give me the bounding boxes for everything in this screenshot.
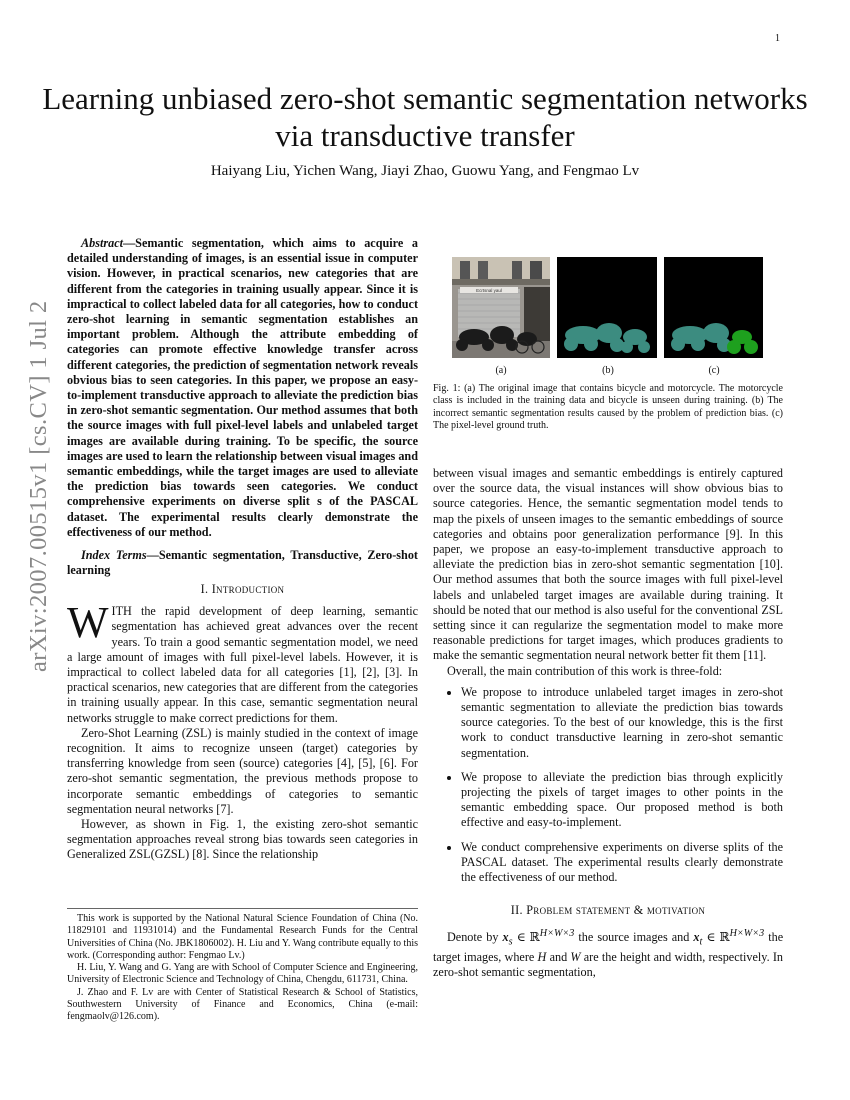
intro-paragraph-2: Zero-Shot Learning (ZSL) is mainly studied in the context of image recognition. It aims to recognize unseen (target) categories by transferring knowledge from seen (source) categories [4], [5], [6]. For zero-shot semantic segmentation, the previous methods propose to incorporate semantic embeddings of categories to semantic segmentation neural networks [7]. — [67, 725, 418, 816]
figure-caption: Fig. 1: (a) The original image that contains bicycle and motorcycle. The motorcycle class is included in the training data and bicycle is unseen during training. (b) The incorrect semantic segmentation results caused by the problem of prediction bias. (c) The pixel-level ground truth. — [433, 383, 783, 431]
shop-sign: Ecrtsnal yaul — [476, 288, 502, 293]
footnote-affiliation-2: J. Zhao and F. Lv are with Center of Statistical Research & School of Statistics, Southwestern University of Finance and Economics, China (e-mail: fengmaolv@126.com). — [67, 986, 418, 1023]
abstract-label: Abstract — [81, 236, 123, 250]
arxiv-id-text: arXiv:2007.00515v1 [cs.CV] 1 Jul 2020 — [25, 300, 52, 672]
figure-1 — [433, 255, 783, 435]
figure-panel-a-photo — [452, 257, 550, 358]
footnotes — [67, 908, 418, 1024]
right-column — [433, 466, 783, 981]
figure-panel-b-prediction — [557, 257, 657, 358]
intro-paragraph-3-continued: between visual images and semantic embeddings is entirely captured over the source data, the visual instances will show obvious bias to source categories. Hence, the semantic segmentation model tends to map the pixels of unseen images to the semantic embeddings of source categories and obtains poor generalization performance [9]. In this paper, we propose an easy-to-implement transductive approach to alleviate the prediction bias in zero-shot semantic segmentation [10]. Our method assumes that both the source images with full pixel-level labels and unlabeled target images are available during training. It should be noted that our method is also useful for the conventional ZSL setting since it can regularize the segmentation model to make more reasonable predictions for target images, which produces gradients to make the semantic segmentation neural network better fit them [11]. — [433, 466, 783, 663]
paper-title: Learning unbiased zero-shot semantic segmentation networks via transductive transfer — [42, 81, 808, 153]
index-terms-label: Index Terms — [81, 548, 147, 563]
section-heading-intro: I. Introduction — [200, 582, 285, 596]
intro-section — [67, 582, 418, 863]
figure-label-b: (b) — [602, 365, 614, 376]
left-column — [67, 236, 418, 578]
intro-paragraph-3: However, as shown in Fig. 1, the existing zero-shot semantic segmentation approaches reveal strong bias towards seen categories in Generalized ZSL(GZSL) [8]. Since the relationship — [67, 817, 418, 862]
intro-paragraph-1: WITH the rapid development of deep learning, semantic segmentation has achieved great advances over the recent years. To train a good semantic segmentation model, we need a large amount of images with full pixel-level labels. However, it is impractical to collect labeled data for all categories [1], [2], [3]. In practical scenarios, new categories that are different from the categories in training usually appear. In this case, semantic segmentation neural networks struggle to make correct predictions for them. — [67, 598, 418, 725]
index-terms-text: —Semantic segmentation, Transductive, Zero-shot learning — [67, 548, 418, 578]
contribution-intro: Overall, the main contribution of this work is three-fold: — [447, 663, 723, 678]
abstract — [67, 236, 418, 540]
problem-paragraph: Denote by $x_s$ ∈ ℝ$^{H\times W\times 3}$ the source images and $x_t$ ∈ ℝ$^{H\times W\times 3}$ the target images, where H and W are the height and width, respectively. In zero-shot semantic segmentation, — [433, 928, 784, 980]
page-number: 1 — [775, 33, 780, 44]
section-heading-problem: II. Problem statement & motivation — [510, 903, 706, 918]
contribution-item: • We conduct comprehensive experiments on diverse splits of the PASCAL dataset. The experimental results clearly demonstrate the effectiveness of our method. — [461, 840, 783, 886]
index-terms — [67, 548, 418, 578]
footnote-funding: This work is supported by the National Natural Science Foundation of China (No. 11829101 and 11931014) and the Fundamental Research Funds for the Central Universities of China (No. JBK1806002). H. Liu and Y. Wang contribute equally to this work. (Corresponding author: Fengmao Lv.) — [67, 913, 418, 961]
author-list: Haiyang Liu, Yichen Wang, Jiayi Zhao, Guowu Yang, and Fengmao Lv — [210, 163, 640, 179]
arxiv-identifier — [14, 300, 54, 680]
contribution-list — [433, 685, 783, 885]
drop-cap: W — [67, 598, 109, 648]
figure-panel-c-ground-truth — [664, 257, 763, 358]
contribution-item: • We propose to introduce unlabeled target images in zero-shot semantic segmentation to alleviate the prediction bias towards source categories. To the best of our knowledge, this is the first work to conduct transductive learning in zero-shot semantic segmentation. — [461, 685, 783, 761]
abstract-text: —Semantic segmentation, which aims to acquire a detailed understanding of images, is an essential issue in computer vision. However, in practical scenarios, new categories that are different from the categories in training usually appear. Since it is impractical to collect labeled data for all categories, how to conduct zero-shot learning in semantic segmentation establishes an important problem. Although the attribute embedding of categories can promote effective knowledge transfer across different categories, the prediction of segmentation network reveals obvious bias to seen categories. In this paper, we propose an easy-to-implement transductive approach to alleviate the prediction bias in zero-shot semantic segmentation. Our method assumes that both the source images with full pixel-level labels and unlabeled target images are available during training. To be specific, the source images are used to learn the relationship between visual images and semantic embeddings, while the target images are used to alleviate the prediction bias towards seen categories. We conduct comprehensive experiments on diverse split s of the PASCAL dataset. The experimental results clearly demonstrate the effectiveness of our method. — [67, 236, 418, 539]
contribution-item: • We propose to alleviate the prediction bias through explicitly projecting the pixels of target images to other points in the semantic embedding space. Our proposed method is both effective and easy-to-implement. — [461, 770, 783, 831]
figure-label-a: (a) — [495, 365, 507, 376]
figure-label-c: (c) — [708, 365, 720, 376]
footnote-rule — [67, 908, 418, 909]
footnote-affiliation-1: H. Liu, Y. Wang and G. Yang are with School of Computer Science and Engineering, University of Electronic Science and Technology of China, Chengdu, 611731, China. — [67, 962, 418, 986]
